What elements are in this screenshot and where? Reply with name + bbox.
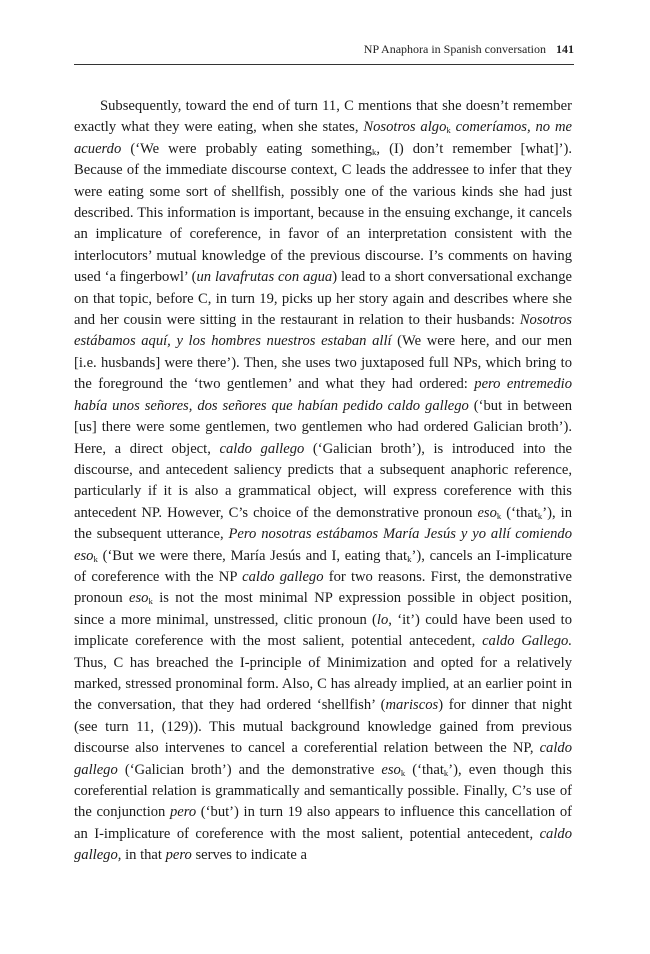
italic-phrase: Nosotros algo: [363, 119, 447, 136]
italic-phrase: pero: [165, 847, 192, 864]
subscript-index: k: [372, 147, 377, 157]
text-run: ’), cancels an I-implicature of coreference with the NP: [74, 547, 572, 585]
text-run: , (I) don’t remember [what]’). Because of the immediate discourse context, C leads the addressee to infer that they were eating some sort of shellfish, possibly one of the various kinds she had just described. This information is important, because in the ensuing exchange, it cancels an implicature of coreference, in favor of an interpretation consistent with the interlocutors’ mutual knowledge of the previous discourse. I’s comments on having used ‘a fingerbowl’ (: [74, 140, 572, 286]
text-run: serves to indicate a: [191, 847, 307, 864]
italic-phrase: pero: [169, 804, 197, 821]
italic-phrase: lo: [376, 611, 389, 628]
paragraph: [74, 96, 572, 867]
text-run: , ‘it’) could have been used to implicate coreference with the most salient, potential antecedent,: [74, 611, 572, 650]
page-number: 141: [556, 42, 574, 56]
body-text: [74, 96, 572, 867]
text-run: ) lead to a short conversational exchange on that topic, before C, in turn 19, picks up her story again and describes where she and her cousin were sitting in the restaurant in relation to their husbands:: [74, 269, 572, 329]
text-run: (‘Galician broth’) and the demonstrative: [117, 761, 382, 778]
text-run: is not the most minimal NP expression possible in object position, since a more minimal, unstressed, clitic pronoun (: [74, 590, 572, 628]
text-run: Thus, C has breached the I-principle of Minimization and opted for a relatively marked, stressed pronominal form. Also, C has already implied, at an earlier point in the conversation, that they had ordered ‘shellfish’ (: [74, 654, 572, 714]
italic-phrase: pero entremedio había unos señores, dos señores que habían pedido caldo gallego: [74, 376, 573, 414]
subscript-index: k: [443, 767, 449, 778]
text-run: Subsequently, toward the end of turn 11, C mentions that she doesn’t remember exactly what they were eating, when she states,: [74, 98, 572, 136]
italic-phrase: comeríamos, no me acuerdo: [74, 119, 572, 157]
subscript-index: k: [407, 553, 412, 564]
text-run: (‘that: [501, 504, 538, 521]
italic-phrase: Pero nosotras estábamos María Jesús y yo allí comiendo eso: [74, 526, 572, 564]
text-run: (‘But we were there, María Jesús and I, eating that: [97, 547, 408, 564]
text-run: (‘We were probably eating something: [121, 140, 373, 157]
subscript-index: k: [93, 553, 98, 564]
italic-phrase: un lavafrutas con agua: [196, 269, 333, 286]
italic-phrase: eso: [381, 761, 401, 778]
italic-phrase: caldo Gallego.: [482, 633, 572, 650]
header-rule: [74, 64, 574, 65]
italic-phrase: eso: [129, 590, 149, 607]
subscript-index: k: [537, 510, 543, 521]
running-head-title: NP Anaphora in Spanish conversation: [363, 42, 546, 56]
italic-phrase: Nosotros estábamos aquí, y los hombres nuestros estaban allí: [74, 312, 572, 350]
text-run: (‘that: [405, 761, 444, 778]
text-run: (We were here, and our men [i.e. husbands] were there’). Then, she uses two juxtaposed full NPs, which bring to the foreground the ‘two gentlemen’ and what they had ordered:: [74, 333, 572, 393]
text-run: in that: [121, 847, 166, 864]
italic-phrase: mariscos: [385, 697, 439, 714]
italic-phrase: caldo gallego,: [74, 825, 572, 864]
italic-phrase: caldo gallego: [74, 740, 572, 778]
subscript-index: k: [446, 125, 451, 136]
running-head: [74, 42, 574, 62]
italic-phrase: eso: [477, 504, 497, 521]
subscript-index: k: [496, 510, 502, 521]
text-run: (‘Galician broth’), is introduced into the discourse, and antecedent saliency predicts that a subsequent anaphoric reference, particularly if it is also a grammatical object, will express coreference with this antecedent NP. However, C’s choice of the demonstrative pronoun: [74, 440, 573, 521]
text-run: (‘but’) in turn 19 also appears to influence this cancellation of an I-implicature of coreference with the most salient, potential antecedent,: [74, 804, 572, 842]
text-run: ) for dinner that night (see turn 11, (129)). This mutual background knowledge gained from previous discourse also intervenes to cancel a coreferential relation between the NP,: [74, 697, 572, 757]
italic-phrase: caldo gallego: [242, 568, 324, 585]
subscript-index: k: [400, 767, 406, 778]
subscript-index: k: [148, 596, 153, 607]
text-run: for two reasons. First, the demonstrative pronoun: [74, 568, 572, 607]
text-run: ’), even though this coreferential relation is grammatically and semantically possible. Finally, C’s use of the conjunction: [74, 761, 572, 821]
text-run: (‘but in between [us] there were some gentlemen, two gentlemen who had ordered Galician broth’). Here, a direct object,: [74, 397, 572, 457]
italic-phrase: caldo gallego: [219, 440, 305, 457]
text-run: ’), in the subsequent utterance,: [74, 504, 572, 543]
